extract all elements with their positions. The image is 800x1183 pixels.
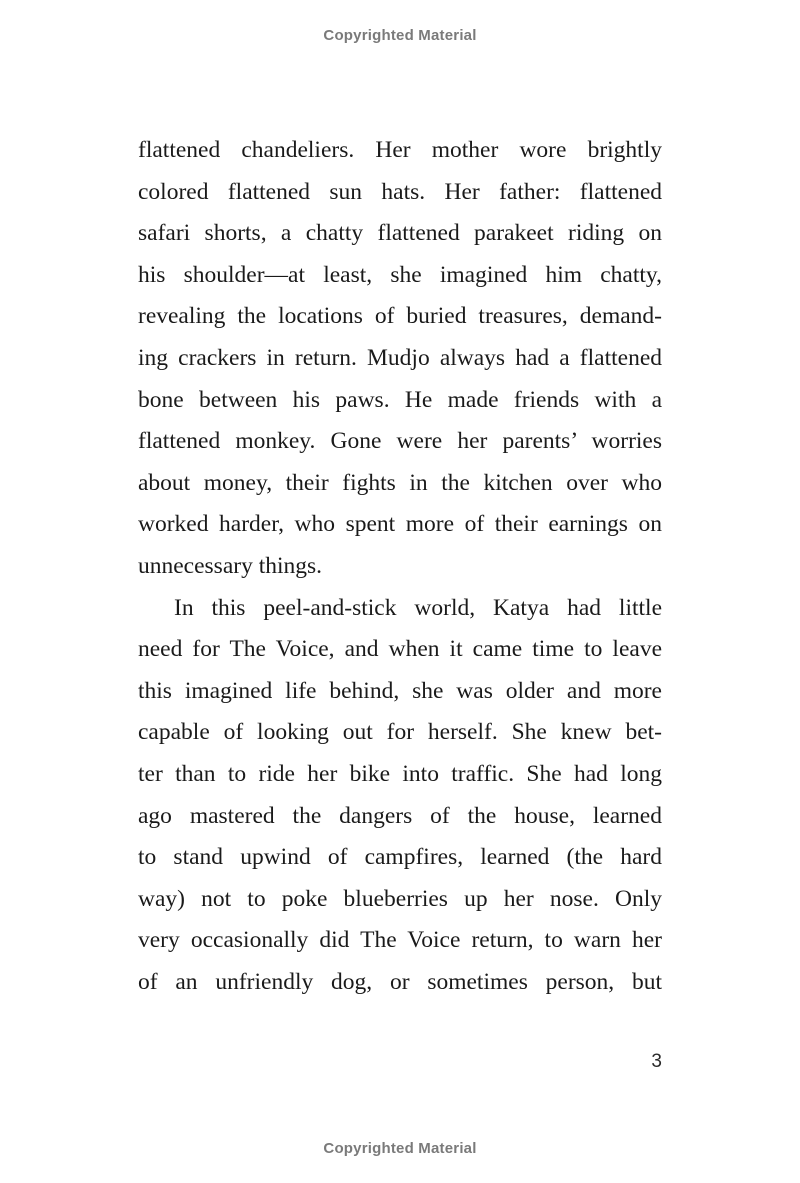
text-line: ing crackers in return. Mudjo always had a flattened [138,344,662,371]
text-line: capable of looking out for herself. She knew bet- [138,719,662,746]
text-line: flattened chandeliers. Her mother wore brightly [138,137,662,163]
paragraph-last-line: unnecessary things. [138,552,323,579]
page-number: 3 [651,1051,662,1072]
text-line: colored flattened sun hats. Her father: flattened [138,178,662,205]
text-line: bone between his paws. He made friends with a [138,386,662,413]
text-line: safari shorts, a chatty flattened parakeet riding on [138,220,662,247]
paragraph-first-line: In this peel-and-stick world, Katya had little [174,594,662,621]
text-line: need for The Voice, and when it came time to leave [138,636,662,663]
text-line: very occasionally did The Voice return, to warn her [138,927,662,954]
text-line: his shoulder—at least, she imagined him chatty, [138,261,662,288]
text-line: about money, their fights in the kitchen over who [138,469,662,496]
text-line: this imagined life behind, she was older and more [138,677,662,704]
text-line: way) not to poke blueberries up her nose. Only [138,885,662,912]
text-line: to stand upwind of campfires, learned (the hard [138,844,662,871]
copyright-watermark-top: Copyrighted Material [323,27,477,44]
text-line: ter than to ride her bike into traffic. She had long [138,760,662,787]
text-line: of an unfriendly dog, or sometimes person, but [138,968,662,995]
body-text [138,130,662,1003]
text-line: flattened monkey. Gone were her parents’ worries [138,428,662,455]
text-line: ago mastered the dangers of the house, learned [138,802,662,829]
text-line: worked harder, who spent more of their earnings on [138,511,662,538]
text-line: revealing the locations of buried treasures, demand- [138,303,662,330]
copyright-watermark-bottom: Copyrighted Material [323,1140,477,1157]
